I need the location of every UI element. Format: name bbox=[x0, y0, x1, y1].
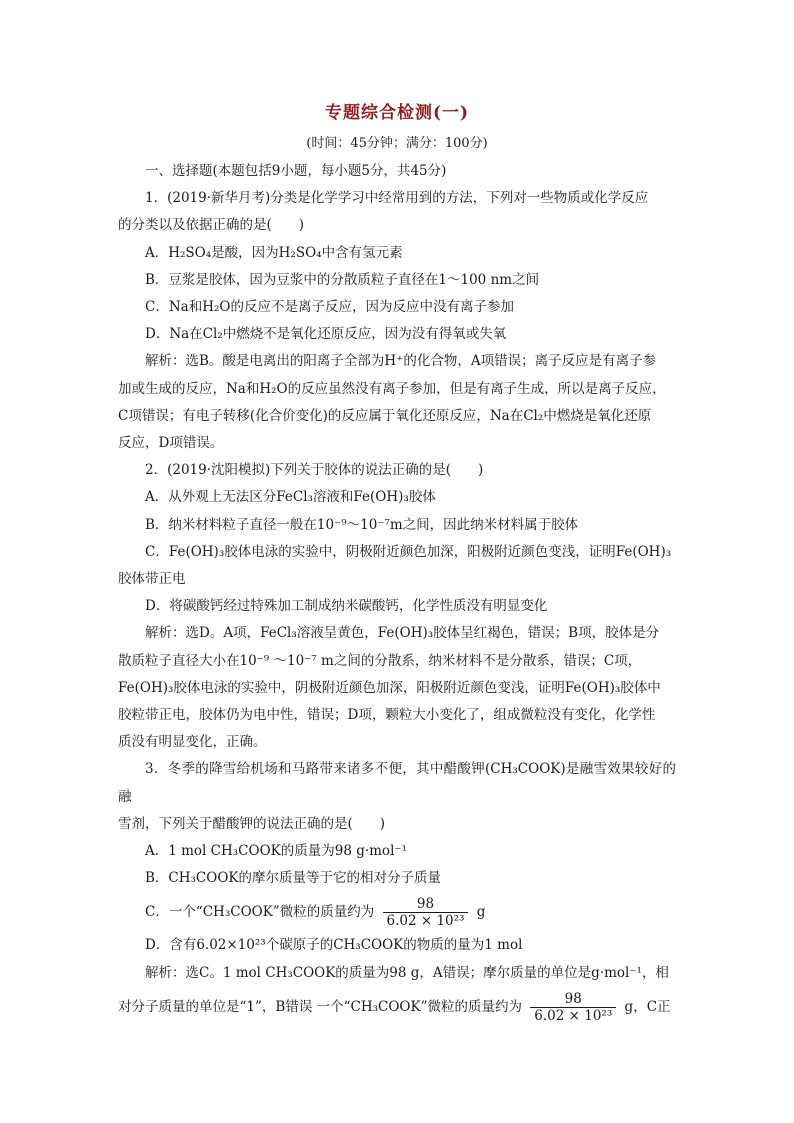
question-2-option-b: B．纳米材料粒子直径一般在10⁻⁹～10⁻⁷m之间，因此纳米材料属于胶体 bbox=[145, 516, 579, 533]
analysis-text-end: g，C正 bbox=[624, 998, 671, 1015]
question-3-analysis-cont bbox=[118, 987, 676, 1027]
option-c-text: C．一个“CH₃COOK”微粒的质量约为 bbox=[145, 904, 375, 921]
question-2-analysis-cont: Fe(OH)₃胶体电泳的实验中，阴极附近颜色加深，阳极附近颜色变浅，证明Fe(OH)₃胶体中 bbox=[118, 679, 661, 696]
question-1-option-d: D．Na在Cl₂中燃烧不是氧化还原反应，因为没有得氧或失氧 bbox=[145, 326, 507, 343]
page-subtitle: (时间：45分钟；满分：100分) bbox=[306, 136, 488, 151]
fraction-numerator: 98 bbox=[530, 991, 616, 1008]
question-1-analysis-cont: C项错误；有电子转移(化合价变化)的反应属于氧化还原反应，Na在Cl₂中燃烧是氧化还原 bbox=[118, 407, 652, 424]
question-1-analysis-cont: 反应，D项错误。 bbox=[118, 435, 224, 452]
mass-fraction bbox=[530, 991, 616, 1024]
question-2-analysis-cont: 质没有明显变化，正确。 bbox=[118, 734, 267, 751]
question-2-analysis: 解析：选D。A项，FeCl₃溶液呈黄色，Fe(OH)₃胶体呈红褐色，错误；B项，胶体是分 bbox=[145, 625, 660, 642]
question-2-option-c: C．Fe(OH)₃胶体电泳的实验中，阴极附近颜色加深，阳极附近颜色变浅，证明Fe(OH)₃ bbox=[145, 543, 672, 560]
question-1-analysis-cont: 加或生成的反应，Na和H₂O的反应虽然没有离子参加，但是有离子生成，所以是离子反应， bbox=[118, 380, 666, 397]
document-body bbox=[118, 158, 676, 1027]
question-2-stem: 2．(2019·沈阳模拟)下列关于胶体的说法正确的是( ) bbox=[145, 462, 484, 479]
question-1-analysis: 解析：选B。酸是电离出的阳离子全部为H⁺的化合物，A项错误；离子反应是有离子参 bbox=[145, 353, 657, 370]
page-title: 专题综合检测(一) bbox=[324, 103, 470, 123]
question-1-stem: 1．(2019·新华月考)分类是化学学习中经常用到的方法，下列对一些物质或化学反应 bbox=[145, 190, 649, 207]
question-2-analysis-cont: 散质粒子直径大小在10⁻⁹ ～10⁻⁷ m之间的分散系，纳米材料不是分散系，错误；C项， bbox=[118, 652, 642, 669]
fraction-denominator: 6.02 × 10²³ bbox=[386, 913, 465, 930]
question-1-stem-cont: 的分类以及依据正确的是( ) bbox=[118, 217, 305, 234]
mass-fraction bbox=[383, 896, 469, 929]
question-2-option-d: D．将碳酸钙经过特殊加工制成纳米碳酸钙，化学性质没有明显变化 bbox=[145, 598, 548, 615]
question-1-option-c: C．Na和H₂O的反应不是离子反应，因为反应中没有离子参加 bbox=[145, 299, 514, 316]
question-3-stem-cont: 雪剂，下列关于醋酸钾的说法正确的是( ) bbox=[118, 815, 386, 832]
question-3-analysis: 解析：选C。1 mol CH₃COOK的质量为98 g，A错误；摩尔质量的单位是g·mol⁻¹，相 bbox=[145, 964, 669, 981]
question-2-option-a: A．从外观上无法区分FeCl₃溶液和Fe(OH)₃胶体 bbox=[145, 489, 436, 506]
fraction-numerator: 98 bbox=[383, 896, 469, 913]
analysis-text: 对分子质量的单位是“1”，B错误 一个“CH₃COOK”微粒的质量约为 bbox=[118, 998, 522, 1015]
question-2-option-c-cont: 胶体带正电 bbox=[118, 571, 186, 588]
question-3-option-a: A．1 mol CH₃COOK的质量为98 g·mol⁻¹ bbox=[145, 843, 407, 860]
question-3-option-b: B．CH₃COOK的摩尔质量等于它的相对分子质量 bbox=[145, 870, 441, 887]
section-heading: 一、选择题(本题包括9小题，每小题5分，共45分) bbox=[145, 163, 447, 179]
option-c-unit: g bbox=[476, 904, 486, 921]
question-3-option-c bbox=[118, 892, 676, 932]
question-1-option-a: A．H₂SO₄是酸，因为H₂SO₄中含有氢元素 bbox=[145, 244, 403, 261]
question-1-option-b: B．豆浆是胶体，因为豆浆中的分散质粒子直径在1～100 nm之间 bbox=[145, 271, 540, 288]
fraction-denominator: 6.02 × 10²³ bbox=[534, 1007, 613, 1024]
question-3-option-d: D．含有6.02×10²³个碳原子的CH₃COOK的物质的量为1 mol bbox=[145, 937, 523, 954]
question-3-stem: 3．冬季的降雪给机场和马路带来诸多不便，其中醋酸钾(CH₃COOK)是融雪效果较好的融 bbox=[118, 761, 676, 805]
question-2-analysis-cont: 胶粒带正电，胶体仍为电中性，错误；D项，颗粒大小变化了，组成微粒没有变化，化学性 bbox=[118, 707, 656, 724]
